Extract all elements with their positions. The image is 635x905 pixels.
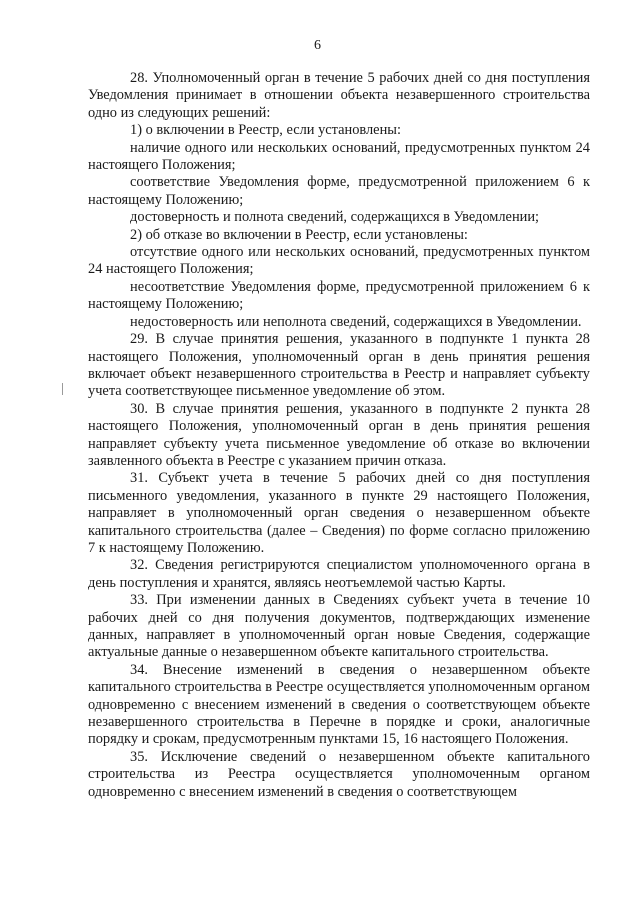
paragraph-28-sub-2-item-c: недостоверность или неполнота сведений, содержащихся в Уведомлении.	[130, 313, 582, 330]
document-body	[88, 70, 590, 801]
paragraph-34: 34. Внесение изменений в сведения о незавершенном объекте капитального строительства в Реестре осуществляется уполномоченным органом одновременно с внесением изменений в сведения о соответствующем объекте незавершенного строительства в Перечне в порядке и сроки, аналогичные порядку и срокам, предусмотренным пунктами 15, 16 настоящего Положения.	[88, 661, 590, 748]
paragraph-29: 29. В случае принятия решения, указанного в подпункте 1 пункта 28 настоящего Положения, уполномоченный орган в день принятия решения включает объект незавершенного строительства в Реестр и направляет субъекту учета соответствующее письменное уведомление об этом.	[88, 331, 590, 400]
page-number: 6	[314, 38, 321, 53]
scan-mark	[62, 383, 63, 395]
paragraph-28-sub-1: 1) о включении в Реестр, если установлены:	[130, 122, 401, 139]
paragraph-32: 32. Сведения регистрируются специалистом уполномоченного органа в день поступления и хранятся, являясь неотъемлемой частью Карты.	[88, 557, 590, 591]
paragraph-28-sub-2-item-b: несоответствие Уведомления форме, предусмотренной приложением 6 к настоящему Положению;	[88, 278, 590, 313]
paragraph-28-sub-1-item-a: наличие одного или нескольких оснований, предусмотренных пунктом 24 настоящего Положения;	[88, 139, 590, 174]
paragraph-28-sub-1-item-c: достоверность и полнота сведений, содержащихся в Уведомлении;	[130, 209, 540, 226]
paragraph-30: 30. В случае принятия решения, указанного в подпункте 2 пункта 28 настоящего Положения, уполномоченный орган в день принятия решения направляет субъекту учета письменное уведомление об отказе во включении заявленного объекта в Реестре с указанием причин отказа.	[88, 400, 590, 469]
paragraph-28-sub-2-item-a: отсутствие одного или нескольких оснований, предусмотренных пунктом 24 настоящего Положения;	[88, 244, 590, 278]
paragraph-28: 28. Уполномоченный орган в течение 5 рабочих дней со дня поступления Уведомления принимает в отношении объекта незавершенного строительства одно из следующих решений:	[88, 70, 590, 121]
paragraph-28-sub-1-item-b: соответствие Уведомления форме, предусмотренной приложением 6 к настоящему Положению;	[88, 174, 590, 208]
paragraph-35: 35. Исключение сведений о незавершенном объекте капитального строительства из Реестра осуществляется уполномоченным органом одновременно с внесением изменений в сведения о соответствующем	[88, 748, 590, 800]
paragraph-33: 33. При изменении данных в Сведениях субъект учета в течение 10 рабочих дней со дня получения документов, подтверждающих изменение данных, направляет в уполномоченный орган новые Сведения, содержащие актуальные данные о незавершенном объекте капитального строительства.	[88, 592, 590, 661]
paragraph-28-sub-2: 2) об отказе во включении в Реестр, если установлены:	[130, 226, 468, 243]
paragraph-31: 31. Субъект учета в течение 5 рабочих дней со дня поступления письменного уведомления, указанного в пункте 29 настоящего Положения, направляет в уполномоченный орган сведения о незавершенном объекте капитального строительства (далее – Сведения) по форме согласно приложению 7 к настоящему Положению.	[88, 470, 590, 556]
